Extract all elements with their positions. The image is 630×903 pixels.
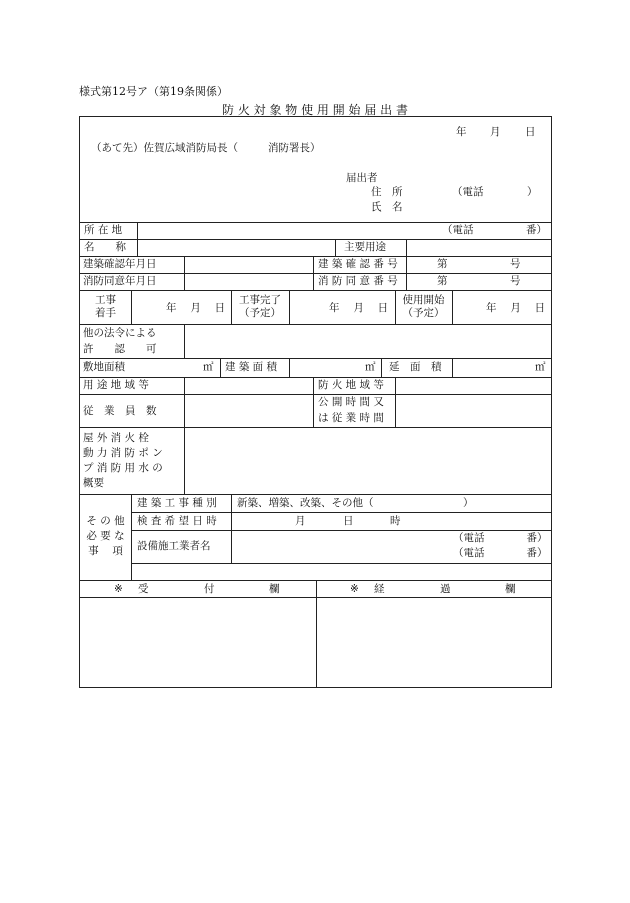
other-items-line3: 事 項 <box>88 545 123 557</box>
site-area-m2: ㎡ <box>203 361 214 373</box>
reception-3: 欄 <box>269 583 280 595</box>
other-items-line2: 必 要 な <box>86 530 125 542</box>
reception-mark: ※ <box>114 583 123 595</box>
progress-area <box>317 598 551 687</box>
progress-1: 経 <box>374 583 385 595</box>
construction-type-close: ） <box>463 497 474 509</box>
other-items-line1: そ の 他 <box>86 515 125 527</box>
construction-done-line1: 工事完了 <box>239 294 281 306</box>
site-area-label: 敷地面積 <box>83 361 125 373</box>
reception-2: 付 <box>204 583 215 595</box>
inspection-label: 検 査 希 望 日 時 <box>137 515 217 527</box>
location-phone: （電話 番） <box>442 224 547 236</box>
fire-consent-go: 号 <box>510 275 521 287</box>
hydrant-line2: 動 力 消 防 ポ ン <box>83 447 163 459</box>
main-use-label: 主要用途 <box>344 241 386 253</box>
building-confirm-date-label: 建築確認年月日 <box>83 258 157 270</box>
use-zone-label: 用 途 地 域 等 <box>83 379 149 391</box>
contractor-phone-1: （電話 番） <box>453 532 548 544</box>
building-confirm-go: 号 <box>510 258 521 270</box>
construction-done-line2: （予定） <box>239 307 281 319</box>
date-month: 月 <box>490 126 501 138</box>
date-year: 年 <box>456 126 467 138</box>
fire-consent-dai: 第 <box>437 275 448 287</box>
other-law-line2: 許 認 可 <box>83 343 157 355</box>
hydrant-line4: 概要 <box>83 477 104 489</box>
fire-consent-date-label: 消防同意年月日 <box>83 275 157 287</box>
construction-type-value: 新築、増築、改築、その他（ <box>237 497 374 509</box>
building-confirm-no-label: 建 築 確 認 番 号 <box>318 258 398 270</box>
building-area-label: 建 築 面 積 <box>225 361 278 373</box>
floor-area-m2: ㎡ <box>535 361 546 373</box>
building-area-unit <box>365 361 376 374</box>
inspection-hour: 時 <box>390 515 401 527</box>
use-start-date: 年 月 日 <box>486 302 546 314</box>
contractor-phone-2: （電話 番） <box>453 547 548 559</box>
inspection-day: 日 <box>343 515 354 527</box>
addressee: （あて先）佐賀広域消防局長（ <box>91 142 238 154</box>
construction-start-line1: 工事 <box>95 294 116 306</box>
floor-area-unit <box>535 361 546 374</box>
progress-2: 過 <box>440 583 451 595</box>
hours-line1: 公 開 時 間 又 <box>318 396 384 408</box>
date-day: 日 <box>525 126 536 138</box>
use-start-line1: 使用開始 <box>402 294 445 306</box>
other-items-label <box>80 514 131 559</box>
use-start-label <box>395 294 452 320</box>
progress-3: 欄 <box>505 583 516 595</box>
reception-1: 受 <box>138 583 149 595</box>
floor-area-label: 延 面 積 <box>389 361 442 373</box>
building-confirm-dai: 第 <box>437 258 448 270</box>
fire-consent-no-label: 消 防 同 意 番 号 <box>318 275 398 287</box>
contractor-label: 設備施工業者名 <box>137 540 211 552</box>
phone-open: （電話 <box>452 186 484 198</box>
fire-zone-label: 防 火 地 域 等 <box>318 379 384 391</box>
building-area-m2: ㎡ <box>365 361 376 373</box>
page-title: 防 火 対 象 物 使 用 開 始 届 出 書 <box>222 103 408 117</box>
addressee-tail: 消防署長） <box>268 142 321 154</box>
hours-line2: は 従 業 時 間 <box>318 412 384 424</box>
construction-start-label <box>80 294 131 320</box>
address-label: 住 所 <box>371 186 403 198</box>
use-start-line2: （予定） <box>402 307 445 319</box>
hydrant-line3: プ 消 防 用 水 の <box>83 462 163 474</box>
employees-label: 従 業 員 数 <box>83 405 157 417</box>
phone-close: ） <box>527 186 538 198</box>
construction-start-line2: 着手 <box>95 307 116 319</box>
location-label: 所 在 地 <box>84 224 123 236</box>
form-number: 様式第12号ア（第19条関係） <box>79 85 228 98</box>
progress-mark: ※ <box>350 583 359 595</box>
notifier-label: 届出者 <box>346 172 378 184</box>
site-area-unit <box>203 361 214 374</box>
hydrant-line1: 屋 外 消 火 栓 <box>83 432 149 444</box>
construction-type-label: 建 築 工 事 種 別 <box>137 497 217 509</box>
construction-done-date: 年 月 日 <box>329 302 389 314</box>
construction-done-label <box>231 294 289 320</box>
name-label: 氏 名 <box>371 201 403 213</box>
name-row-label: 名 称 <box>84 241 126 253</box>
inspection-month: 月 <box>295 515 306 527</box>
reception-area <box>80 598 316 687</box>
construction-start-date: 年 月 日 <box>166 302 226 314</box>
other-law-line1: 他の法令による <box>83 327 157 339</box>
